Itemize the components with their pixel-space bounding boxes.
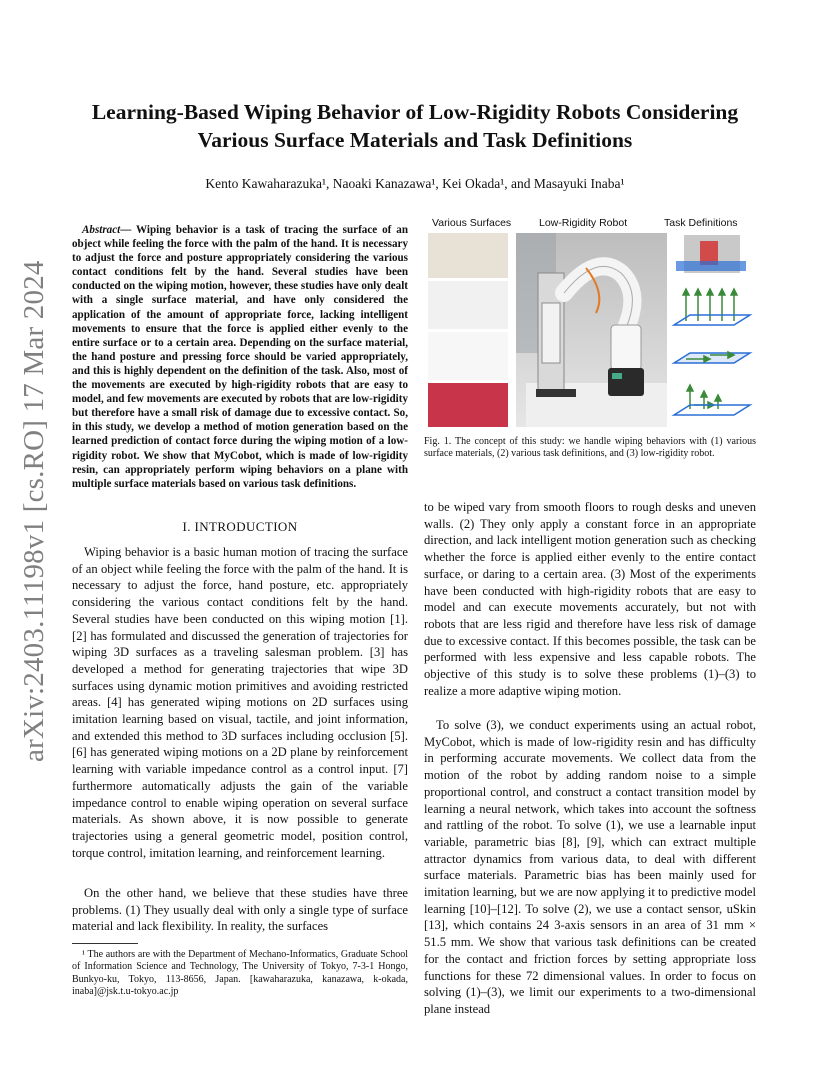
paragraph-text: On the other hand, we believe that these studies have three problems. (1) They usually deal with only a single type of surface material and lack flexibility. In reality, the surfaces [72, 886, 408, 934]
figure-label-robot: Low-Rigidity Robot [539, 217, 628, 229]
figure-label-tasks: Task Definitions [664, 217, 738, 229]
figure-caption: Fig. 1. The concept of this study: we handle wiping behaviors with (1) various surface materials, (2) various task definitions, and (3) low-rigidity robot. [424, 436, 756, 460]
paragraph-text: To solve (3), we conduct experiments using an actual robot, MyCobot, which is made of low-rigidity resin and has difficulty in performing accurate movements. We collect data from the motion of the robot by adding random noise to a simple proportional control, and construct a contact transition model by learning a neural network, which takes into account the softness and rattling of the robot. To solve (1), we use a learnable input variable, parametric bias [8], [9], which can extract multiple attractor dynamics from various data, to deal with different surface materials. Parametric bias has been mainly used for imitation learning, but we are now applying it to predictive model learning [10]–[12]. To solve (2), we use a contact sensor, uSkin [13], which contains 24 3-axis sensors in an area of 31 mm × 51.5 mm. We show that various task definitions can be created for the contact and friction forces by setting appropriate loss functions for these 72 dimensional values. In order to focus on solving (1)–(3), we limit our experiments to a two-dimensional plane instead [424, 718, 756, 1016]
abstract-label: Abstract [82, 224, 121, 236]
paragraph-text: to be wiped vary from smooth floors to rough desks and uneven walls. (2) They only apply a constant force in an appropriate direction, and lack intelligent motion generation such as checking whether the force is applied either evenly to the entire contact surface, or daring to a certain area. (3) Most of the experiments have been conducted with high-rigidity robots that are easy to model and can execute movements accurately, but not with robots that are less rigid and therefore have less risk of damage due to excessive contact. If this becomes possible, the task can be performed with less expensive and less capable robots. The objective of this study is to solve these problems (1)–(3) to realize a more adaptive wiping motion. [424, 500, 756, 698]
abstract-block [72, 223, 408, 491]
figure-1 [428, 233, 753, 428]
right-paragraph-2 [424, 717, 756, 1018]
footnote: ¹ The authors are with the Department of Mechano-Informatics, Graduate School of Information Science and Technology, The University of Tokyo, 7-3-1 Hongo, Bunkyo-ku, Tokyo, 113-8656, Japan. [kawaharazuka, kanazawa, k-okada, inaba]@jsk.t.u-tokyo.ac.jp [72, 949, 408, 998]
intro-paragraph-2 [72, 885, 408, 935]
task-definitions-panel [670, 233, 753, 427]
robot-illustration [516, 233, 667, 427]
arxiv-stamp: arXiv:2403.11198v1 [cs.RO] 17 Mar 2024 [18, 260, 50, 762]
intro-paragraph-1 [72, 544, 408, 861]
surface-swatch-beige [428, 233, 508, 278]
surface-swatch-white-1 [428, 281, 508, 329]
surface-swatch-white-2 [428, 332, 508, 380]
paragraph-text: Wiping behavior is a basic human motion of tracing the surface of an object while feeling the force with the palm of the hand. It is necessary to adjust the force, hand posture, etc. appropriately considering the various contact conditions felt by the hand. Several studies have been conducted on this wiping motion [1]. [2] has formulated and discussed the generation of trajectories for wiping 3D surfaces as a traveling salesman problem. [3] has developed a method for generating trajectories that wipe 3D surfaces using dynamic motion primitives and avoiding restricted areas. [4] has generated wiping motions on 2D surfaces using imitation learning based on visual, tactile, and joint information, and extended this method to 3D surfaces including occlusion [5]. [6] has generated wiping motions on a 2D plane by reinforcement learning with variable impedance control as a control input. [7] furthermore automatically adjusts the gain of the variable impedance control to enable wiping operation on several surface materials. As shown above, it is now possible to generate trajectories using a general geometric model, position control, torque control, imitation learning, and reinforcement learning. [72, 545, 408, 860]
section-heading-introduction: I. INTRODUCTION [182, 519, 298, 534]
abstract-text: — Wiping behavior is a task of tracing the surface of an object while feeling the force with the palm of the hand. It is necessary to adjust the force and posture appropriately considering the various contact conditions felt by the hand. Several studies have been conducted on the wiping motion, however, these studies have only dealt with a single surface material, and have only considered the application of the amount of appropriate force, lacking intelligent movements to ensure that the force is applied either evenly to the entire surface or to a certain area. Depending on the surface material, the hand posture and pressing force should be varied appropriately, and this is highly dependent on the definition of the task. Also, most of the movements are executed by high-rigidity robots that are easy to model, and few movements are executed by robots that are low-rigidity but therefore have a small risk of damage due to excessive contact. So, in this study, we develop a method of motion generation based on the learned prediction of contact force during the wiping motion of a low-rigidity robot. We show that MyCobot, which is made of low-rigidity resin, can appropriately perform wiping behaviors on a plane with multiple surface materials based on various task definitions. [72, 224, 408, 490]
author-list: Kento Kawaharazuka¹, Naoaki Kanazawa¹, Kei Okada¹, and Masayuki Inaba¹ [205, 176, 625, 191]
figure-label-surfaces: Various Surfaces [432, 217, 512, 229]
surface-swatch-red [428, 383, 508, 427]
right-paragraph-1 [424, 499, 756, 699]
figure-labels [428, 217, 758, 231]
robot-photo [516, 233, 667, 427]
paper-title: Learning-Based Wiping Behavior of Low-Rigidity Robots Considering Various Surface Materials and Task Definitions [91, 100, 739, 152]
footnote-divider [72, 943, 138, 944]
task-diagrams [670, 233, 753, 427]
